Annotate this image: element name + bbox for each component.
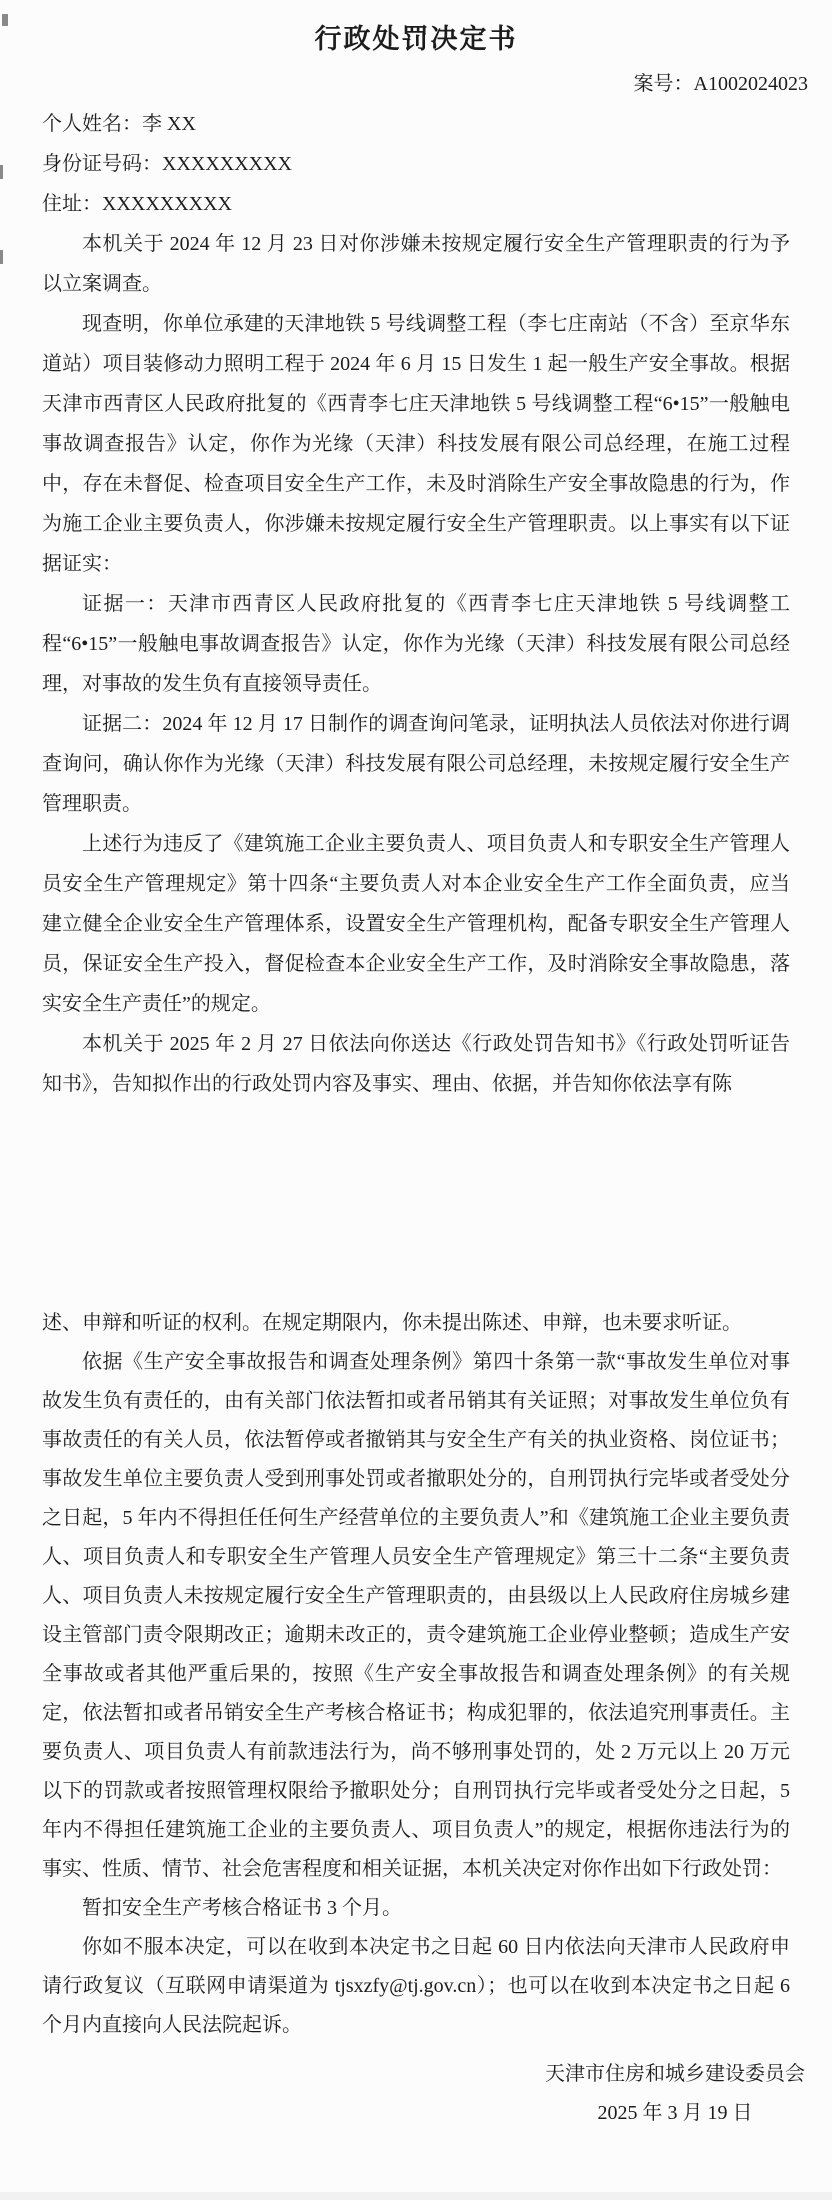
body-page1 bbox=[42, 224, 790, 1104]
field-row-name bbox=[42, 104, 790, 144]
scan-edge-band bbox=[0, 2192, 832, 2200]
paragraph-evidence-1: 证据一：天津市西青区人民政府批复的《西青李七庄天津地铁 5 号线调整工程“6•15”一般触电事故调查报告》认定，你作为光缘（天津）科技发展有限公司总经理，对事故的发生负有直接领导责任。 bbox=[42, 593, 790, 695]
field-row-id-number bbox=[42, 144, 790, 184]
paragraph-violation: 上述行为违反了《建筑施工企业主要负责人、项目负责人和专职安全生产管理人员安全生产管理规定》第十四条“主要负责人对本企业安全生产工作全面负责，应当建立健全企业安全生产管理体系，设置安全生产管理机构，配备专职安全生产管理人员，保证安全生产投入，督促检查本企业安全生产工作，及时消除安全事故隐患，落实安全生产责任”的规定。 bbox=[42, 833, 790, 1015]
scan-speck bbox=[0, 250, 3, 264]
issuing-authority: 天津市住房和城乡建设委员会 bbox=[545, 2063, 805, 2085]
body-page2 bbox=[42, 1304, 790, 2045]
case-number-line bbox=[42, 64, 808, 104]
paragraph-legal-basis: 依据《生产安全事故报告和调查处理条例》第四十条第一款“事故发生单位对事故发生负有责任的，由有关部门依法暂扣或者吊销其有关证照；对事故发生单位负有事故责任的有关人员，依法暂停或者撤销其与安全生产有关的执业资格、岗位证书；事故发生单位主要负责人受到刑事处罚或者撤职处分的，自刑罚执行完毕或者受处分之日起，5 年内不得担任任何生产经营单位的主要负责人”和《建筑施工企业主要负责人、项目负责人和专职安全生产管理人员安全生产管理规定》第三十二条“主要负责人、项目负责人未按规定履行安全生产管理职责的，由县级以上人民政府住房城乡建设主管部门责令限期改正；逾期未改正的，责令建筑施工企业停业整顿；造成生产安全事故或者其他严重后果的，按照《生产安全事故报告和调查处理条例》的有关规定，依法暂扣或者吊销安全生产考核合格证书；构成犯罪的，依法追究刑事责任。主要负责人、项目负责人有前款违法行为，尚不够刑事处罚的，处 2 万元以上 20 万元以下的罚款或者按照管理权限给予撤职处分；自刑罚执行完毕或者受处分之日起，5 年内不得担任建筑施工企业的主要负责人、项目负责人”的规定，根据你违法行为的事实、性质、情节、社会危害程度和相关证据，本机关决定对你作出如下行政处罚： bbox=[42, 1351, 790, 1880]
case-number-value: A1002024023 bbox=[693, 73, 808, 95]
paragraph-evidence-2: 证据二：2024 年 12 月 17 日制作的调查询问笔录，证明执法人员依法对你进行调查询问，确认你作为光缘（天津）科技发展有限公司总经理，未按规定履行安全生产管理职责。 bbox=[42, 713, 790, 815]
paragraph-notification-partial: 本机关于 2025 年 2 月 27 日依法向你送达《行政处罚告知书》《行政处罚听证告知书》，告知拟作出的行政处罚内容及事实、理由、依据，并告知你依法享有陈 bbox=[42, 1033, 790, 1095]
party-info-block bbox=[42, 104, 790, 224]
paragraph-case-filing: 本机关于 2024 年 12 月 23 日对你涉嫌未按规定履行安全生产管理职责的行为予以立案调查。 bbox=[42, 233, 790, 295]
paragraph-notification-continuation: 述、申辩和听证的权利。在规定期限内，你未提出陈述、申辩，也未要求听证。 bbox=[42, 1312, 742, 1334]
field-label-name: 个人姓名： bbox=[42, 113, 142, 135]
paragraph-findings: 现查明，你单位承建的天津地铁 5 号线调整工程（李七庄南站（不含）至京华东道站）项目装修动力照明工程于 2024 年 6 月 15 日发生 1 起一般生产安全事故。根据天津市西青区人民政府批复的《西青李七庄天津地铁 5 号线调整工程“6•15”一般触电事故调查报告》认定，你作为光缘（天津）科技发展有限公司总经理，在施工过程中，存在未督促、检查项目安全生产工作，未及时消除生产安全事故隐患的行为，作为施工企业主要负责人，你涉嫌未按规定履行安全生产管理职责。以上事实有以下证据证实： bbox=[42, 313, 790, 575]
case-number-label: 案号： bbox=[633, 73, 694, 95]
paragraph-penalty-decision: 暂扣安全生产考核合格证书 3 个月。 bbox=[82, 1897, 402, 1919]
field-value-address: XXXXXXXXX bbox=[102, 193, 232, 215]
paragraph-appeal-rights: 你如不服本决定，可以在收到本决定书之日起 60 日内依法向天津市人民政府申请行政复议（互联网申请渠道为 tjsxzfy@tj.gov.cn）；也可以在收到本决定书之日起 6 个月内直接向人民法院起诉。 bbox=[42, 1936, 790, 2036]
field-row-address bbox=[42, 184, 790, 224]
page-break bbox=[42, 1104, 790, 1304]
scan-speck bbox=[0, 165, 3, 179]
field-value-name: 李 XX bbox=[142, 113, 196, 135]
scan-speck bbox=[2, 14, 8, 26]
document-title: 行政处罚决定书 bbox=[314, 24, 518, 54]
field-label-address: 住址： bbox=[42, 193, 102, 215]
signature-block bbox=[42, 2055, 805, 2133]
signature-inner bbox=[545, 2055, 805, 2133]
field-label-id-number: 身份证号码： bbox=[42, 153, 162, 175]
field-value-id-number: XXXXXXXXX bbox=[162, 153, 292, 175]
issue-date: 2025 年 3 月 19 日 bbox=[597, 2102, 753, 2124]
